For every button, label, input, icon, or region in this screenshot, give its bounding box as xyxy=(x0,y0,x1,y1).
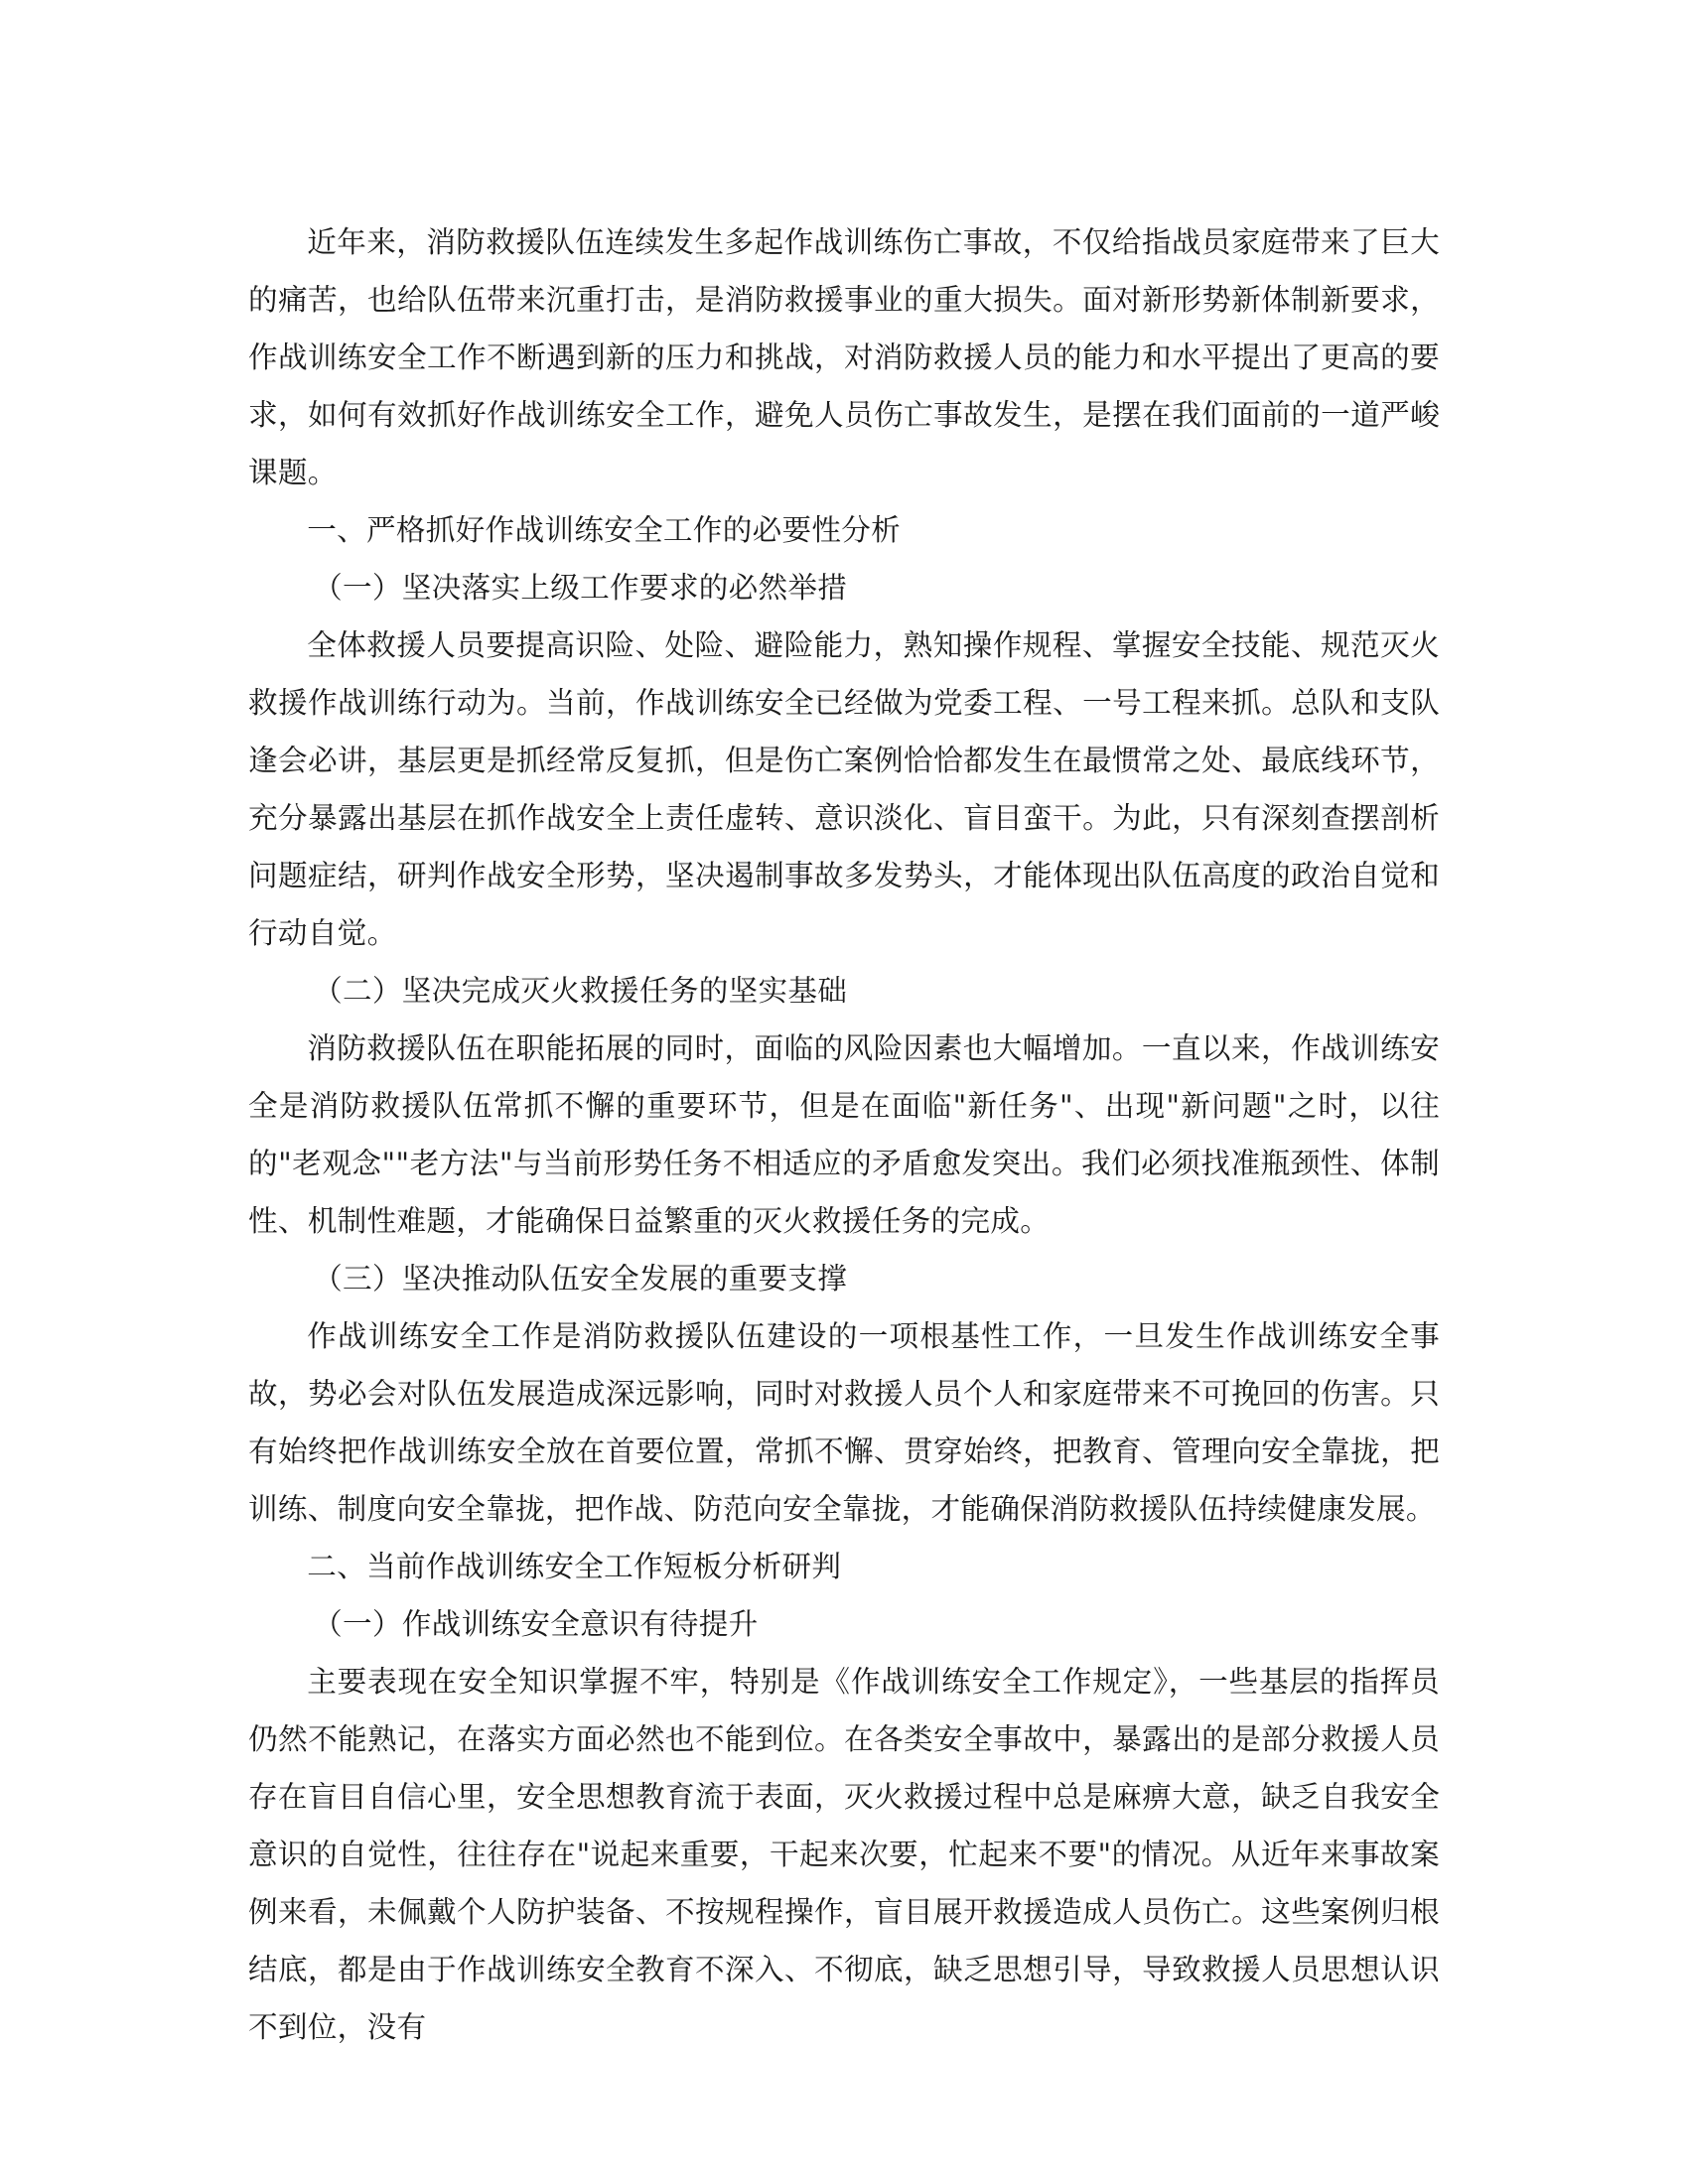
intro-paragraph: 近年来，消防救援队伍连续发生多起作战训练伤亡事故，不仅给指战员家庭带来了巨大的痛苦，也给队伍带来沉重打击，是消防救援事业的重大损失。面对新形势新体制新要求，作战训练安全工作不断遇到新的压力和挑战，对消防救援人员的能力和水平提出了更高的要求，如何有效抓好作战训练安全工作，避免人员伤亡事故发生，是摆在我们面前的一道严峻课题。 xyxy=(248,225,1440,489)
body-paragraph-1-2: 消防救援队伍在职能拓展的同时，面临的风险因素也大幅增加。一直以来，作战训练安全是消防救援队伍常抓不懈的重要环节，但是在面临"新任务"、出现"新问题"之时，以往的"老观念""老方法"与当前形势任务不相适应的矛盾愈发突出。我们必须找准瓶颈性、体制性、机制性难题，才能确保日益繁重的灭火救援任务的完成。 xyxy=(248,1031,1440,1238)
body-paragraph-1-3: 作战训练安全工作是消防救援队伍建设的一项根基性工作，一旦发生作战训练安全事故，势必会对队伍发展造成深远影响，同时对救援人员个人和家庭带来不可挽回的伤害。只有始终把作战训练安全放在首要位置，常抓不懈、贯穿始终，把教育、管理向安全靠拢，把训练、制度向安全靠拢，把作战、防范向安全靠拢，才能确保消防救援队伍持续健康发展。 xyxy=(248,1319,1440,1526)
body-paragraph-2-1: 主要表现在安全知识掌握不牢，特别是《作战训练安全工作规定》，一些基层的指挥员仍然不能熟记，在落实方面必然也不能到位。在各类安全事故中，暴露出的是部分救援人员存在盲目自信心里，安全思想教育流于表面，灭火救援过程中总是麻痹大意，缺乏自我安全意识的自觉性，往往存在"说起来重要，干起来次要，忙起来不要"的情况。从近年来事故案例来看，未佩戴个人防护装备、不按规程操作，盲目展开救援造成人员伤亡。这些案例归根结底，都是由于作战训练安全教育不深入、不彻底，缺乏思想引导，导致救援人员思想认识不到位，没有 xyxy=(248,1665,1440,2044)
body-paragraph-1-1: 全体救援人员要提高识险、处险、避险能力，熟知操作规程、掌握安全技能、规范灭火救援作战训练行动为。当前，作战训练安全已经做为党委工程、一号工程来抓。总队和支队逢会必讲，基层更是抓经常反复抓，但是伤亡案例恰恰都发生在最惯常之处、最底线环节，充分暴露出基层在抓作战安全上责任虚转、意识淡化、盲目蛮干。为此，只有深刻查摆剖析问题症结，研判作战安全形势，坚决遏制事故多发势头，才能体现出队伍高度的政治自觉和行动自觉。 xyxy=(248,628,1440,950)
subsection-heading-1-2: （二）坚决完成灭火救援任务的坚实基础 xyxy=(313,974,848,1008)
subsection-heading-1-1: （一）坚决落实上级工作要求的必然举措 xyxy=(313,571,848,605)
section-heading-1: 一、严格抓好作战训练安全工作的必要性分析 xyxy=(307,513,902,547)
document-body xyxy=(248,213,1440,2056)
subsection-heading-2-1: （一）作战训练安全意识有待提升 xyxy=(313,1607,759,1641)
section-heading-2: 二、当前作战训练安全工作短板分析研判 xyxy=(307,1550,842,1583)
subsection-heading-1-3: （三）坚决推动队伍安全发展的重要支撑 xyxy=(313,1262,848,1296)
